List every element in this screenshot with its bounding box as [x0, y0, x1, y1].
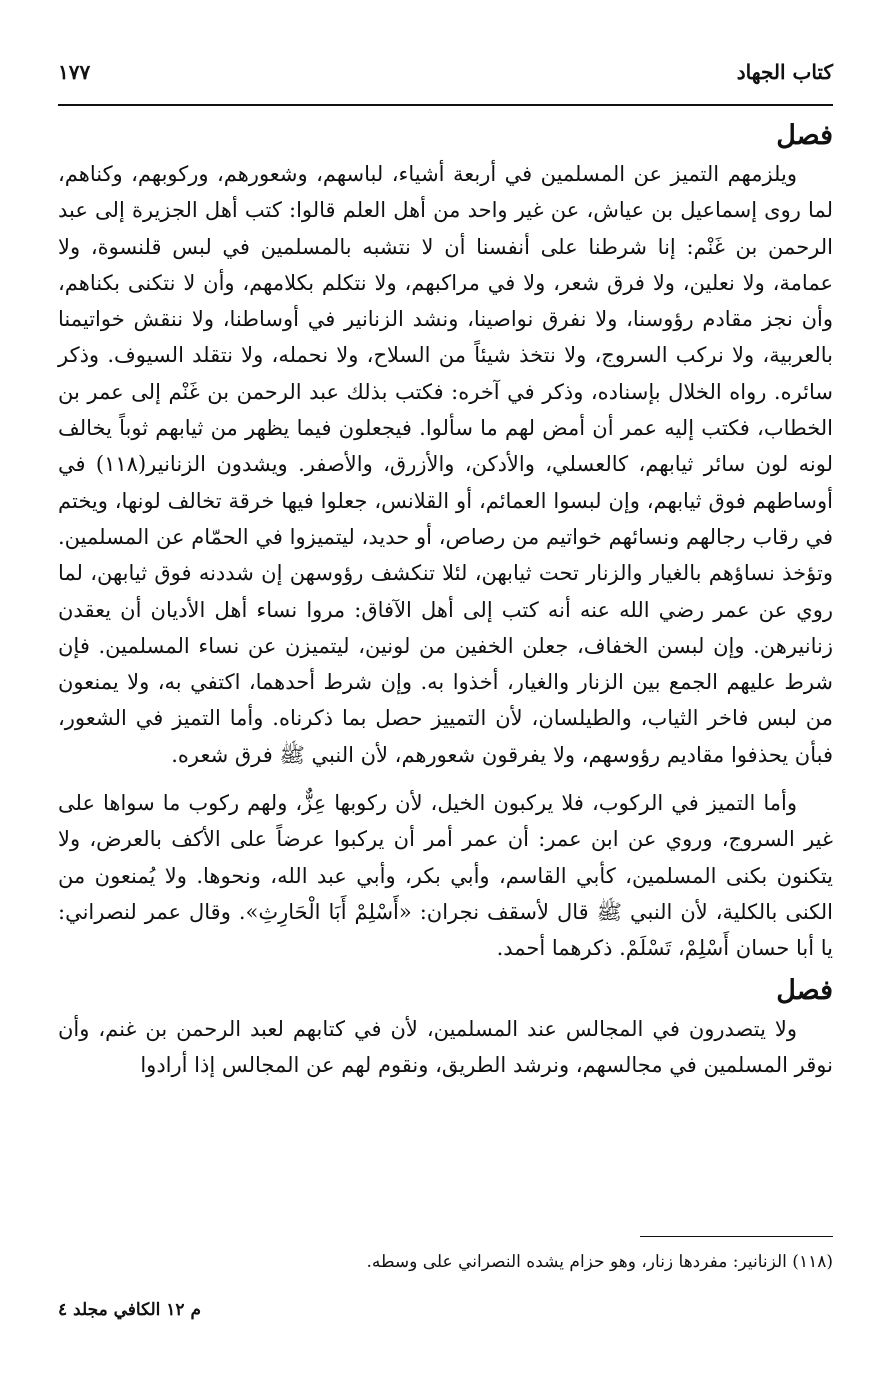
- footnote: (١١٨) الزنانير: مفردها زنار، وهو حزام يشده النصراني على وسطه.: [366, 1252, 833, 1272]
- section-heading: فصل: [776, 120, 833, 151]
- main-text: [58, 112, 833, 1083]
- paragraph-gatherings: ولا يتصدرون في المجالس عند المسلمين، لأن في كتابهم لعبد الرحمن بن غنم، وأن نوقر المسلمين في مجالسهم، ونرشد الطريق، ونقوم لهم عن المجالس إذا أرادوا: [58, 1016, 833, 1077]
- page-number: ١٧٧: [58, 60, 91, 84]
- footnote-divider: [640, 1236, 833, 1237]
- paragraph-riding-rules: وأما التميز في الركوب، فلا يركبون الخيل، لأن ركوبها عِزٌّ، ولهم ركوب ما سواها على غير السروج، وروي عن ابن عمر: أن عمر أمر أن يركبوا عرضاً على الأكف بالعرض، ولا يتكنون بكنى المسلمين، كأبي القاسم، وأبي بكر، وأبي عبد الله، ونحوها. ولا يُمنعون من الكنى بالكلية، لأن النبي ﷺ قال لأسقف نجران: «أَسْلِمْ أَبَا الْحَارِثِ». وقال عمر لنصراني: يا أبا حسان أَسْلِمْ، تَسْلَمْ. ذكرهما أحمد.: [58, 791, 833, 961]
- volume-signature: م ١٢ الكافي مجلد ٤: [58, 1300, 202, 1320]
- running-title: كتاب الجهاد: [736, 60, 833, 84]
- paragraph-distinction-rules: ويلزمهم التميز عن المسلمين في أربعة أشياء، لباسهم، وشعورهم، وركوبهم، وكناهم، لما روى إسماعيل بن عياش، عن غير واحد من أهل العلم قالوا: كتب أهل الجزيرة إلى عبد الرحمن بن غَنْم: إنا شرطنا على أنفسنا أن لا نتشبه بالمسلمين في لبس قلنسوة، ولا عمامة، ولا نعلين، ولا فرق شعر، ولا في مراكبهم، ولا نتكلم بكلامهم، وأن لا نتكنى بكناهم، وأن نجز مقادم رؤوسنا، ولا نفرق نواصينا، ونشد الزنانير في أوساطنا، ولا ننقش خواتيمنا بالعربية، ولا نركب السروج، ولا نتخذ شيئاً من السلاح، ولا نحمله، ولا نتقلد السيوف. وذكر سائره. رواه الخلال بإسناده، وذكر في آخره: فكتب بذلك عبد الرحمن بن غَنْم إلى عمر بن الخطاب، فكتب إليه عمر أن أمض لهم ما سألوا. فيجعلون فيما يظهر من ثيابهم ثوباً يخالف لونه لون سائر ثيابهم، كالعسلي، والأدكن، والأزرق، والأصفر. ويشدون الزنانير(١١٨) في أوساطهم فوق ثيابهم، وإن لبسوا العمائم، أو القلانس، جعلوا فيها خرقة تخالف لونها، ويختم في رقاب رجالهم ونسائهم خواتيم من رصاص، أو حديد، ليتميزوا في الحمّام عن المسلمين. وتؤخذ نساؤهم بالغيار والزنار تحت ثيابهن، لئلا تنكشف رؤوسهن إن شددنه فوق ثيابهن، لما روي عن عمر رضي الله عنه أنه كتب إلى أهل الآفاق: مروا نساء أهل الأديان أن يعقدن زنانيرهن. وإن لبسن الخفاف، جعلن الخفين من لونين، ليتميزن عن نساء المسلمين. فإن شرط عليهم الجمع بين الزنار والغيار، أخذوا به. وإن شرط أحدهما، اكتفي به، ولا يمنعون من لبس فاخر الثياب، والطيلسان، لأن التمييز حصل بما ذكرناه. وأما التميز في الشعور، فبأن يحذفوا مقاديم رؤوسهم، ولا يفرقون شعورهم، لأن النبي ﷺ فرق شعره.: [58, 162, 833, 767]
- page-header: [58, 50, 833, 90]
- section-heading-second: فصل: [776, 974, 833, 1006]
- header-divider: [58, 104, 833, 106]
